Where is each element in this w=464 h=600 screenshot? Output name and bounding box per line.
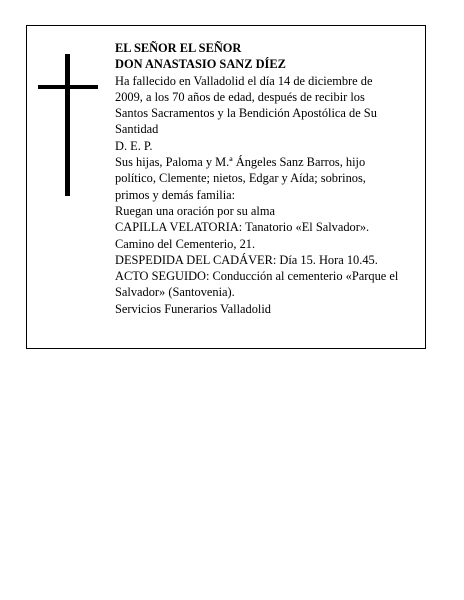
notice-line: Santos Sacramentos y la Bendición Apostólica de Su <box>115 106 377 121</box>
rip-line: D. E. P. <box>115 138 153 153</box>
procession-line: Salvador» (Santovenia). <box>115 285 235 300</box>
deceased-name: DON ANASTASIO SANZ DÍEZ <box>115 57 286 72</box>
notice-line: político, Clemente; nietos, Edgar y Aída; sobrinos, <box>115 171 366 186</box>
heading-title: EL SEÑOR EL SEÑOR <box>115 41 242 55</box>
notice-line: primos y demás familia: <box>115 187 236 202</box>
funeral-services-line: Servicios Funerarios Valladolid <box>115 301 272 316</box>
chapel-line: CAPILLA VELATORIA: Tanatorio «El Salvador». <box>115 220 370 235</box>
cross-vertical-bar <box>65 54 70 196</box>
obituary-notice <box>26 25 426 349</box>
prayer-line: Ruegan una oración por su alma <box>115 203 275 218</box>
address-line: Camino del Cementerio, 21. <box>115 236 256 251</box>
procession-line: ACTO SEGUIDO: Conducción al cementerio «Parque el <box>115 269 399 284</box>
cross-icon <box>38 54 98 196</box>
notice-line: Ha fallecido en Valladolid el día 14 de diciembre de <box>115 73 373 88</box>
notice-line: Sus hijas, Paloma y M.ª Ángeles Sanz Barros, hijo <box>115 155 366 170</box>
notice-text <box>115 40 427 317</box>
notice-line: 2009, a los 70 años de edad, después de recibir los <box>115 89 365 104</box>
cross-horizontal-bar <box>38 85 98 89</box>
notice-line: Santidad <box>115 122 159 137</box>
farewell-line: DESPEDIDA DEL CADÁVER: Día 15. Hora 10.45. <box>115 252 378 267</box>
